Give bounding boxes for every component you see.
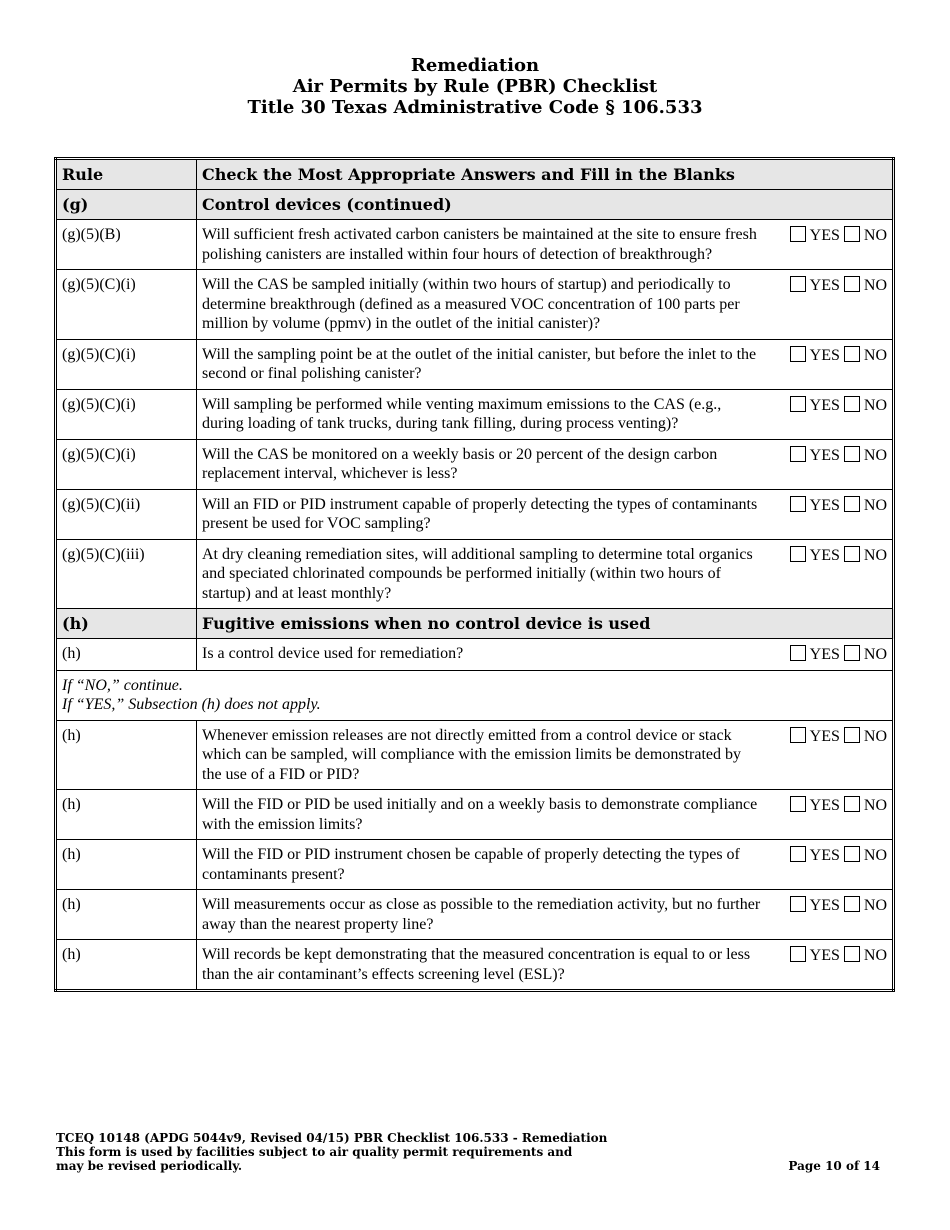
table-row [56,840,894,890]
document-title [0,55,950,118]
yes-checkbox[interactable] [790,446,806,462]
question-text: Is a control device used for remediation? [202,645,464,662]
no-checkbox[interactable] [844,946,860,962]
yes-label: YES [809,947,840,964]
table-row [56,639,894,671]
question-text: Will sufficient fresh activated carbon canisters be maintained at the site to ensure fresh polishing canisters are installed within four hours of detection of breakthrough? [202,226,757,263]
section-rule: (g) [56,190,197,220]
no-label: NO [863,396,887,414]
no-label: NO [863,446,887,464]
yes-no-group [790,445,887,484]
no-checkbox[interactable] [844,226,860,242]
section-header-g [56,190,894,220]
question-text: Will the FID or PID instrument chosen be capable of properly detecting the types of contaminants present? [202,846,740,883]
yes-no-group [790,345,887,384]
rule-cell: (h) [56,790,197,840]
yes-no-group [790,726,887,785]
no-checkbox[interactable] [844,276,860,292]
footer-line-1: TCEQ 10148 (APDG 5044v9, Revised 04/15) PBR Checklist 106.533 - Remediation [56,1131,608,1145]
question-cell [197,439,894,489]
question-cell [197,489,894,539]
rule-cell: (g)(5)(C)(i) [56,389,197,439]
yes-label: YES [809,727,840,745]
question-text: Will sampling be performed while venting maximum emissions to the CAS (e.g., during loading of tank trucks, during tank filling, during process venting)? [202,395,722,432]
yes-checkbox[interactable] [790,946,806,962]
instruction-note [56,670,894,720]
yes-no-group [790,225,887,264]
rule-cell: (g)(5)(C)(ii) [56,489,197,539]
yes-checkbox[interactable] [790,645,806,661]
question-cell [197,639,894,671]
yes-no-group [790,545,887,604]
yes-no-group [790,275,887,334]
yes-label: YES [809,496,840,514]
rule-cell: (g)(5)(C)(i) [56,439,197,489]
question-text: Whenever emission releases are not directly emitted from a control device or stack which can be sampled, will compliance with the emission limits be demonstrated by the use of a FID or PID? [202,726,741,783]
question-text: Will the CAS be monitored on a weekly basis or 20 percent of the design carbon replacement interval, whichever is less? [202,445,718,482]
yes-no-group [790,845,887,884]
table-row [56,439,894,489]
table-row [56,220,894,270]
section-title: Control devices (continued) [197,190,894,220]
rule-cell: (h) [56,940,197,991]
rule-cell: (h) [56,890,197,940]
rule-cell: (g)(5)(C)(i) [56,270,197,340]
no-checkbox[interactable] [844,446,860,462]
question-text: Will records be kept demonstrating that the measured concentration is equal to or less than the air contaminant’s effects screening level (ESL)? [202,946,751,983]
yes-checkbox[interactable] [790,346,806,362]
yes-label: YES [809,277,840,294]
question-cell [197,270,894,340]
no-label: NO [863,546,887,564]
yes-label: YES [809,227,840,244]
rule-cell: (h) [56,720,197,790]
table-row [56,890,894,940]
yes-no-group [790,895,887,934]
rule-cell: (h) [56,639,197,671]
question-cell [197,720,894,790]
yes-no-group [790,495,887,534]
yes-label: YES [809,847,840,864]
no-checkbox[interactable] [844,546,860,562]
table-header-row [56,159,894,190]
yes-label: YES [809,346,840,364]
yes-checkbox[interactable] [790,846,806,862]
yes-no-group [790,644,887,665]
yes-label: YES [809,797,840,814]
yes-checkbox[interactable] [790,396,806,412]
no-checkbox[interactable] [844,796,860,812]
question-cell [197,539,894,609]
rule-cell: (h) [56,840,197,890]
yes-checkbox[interactable] [790,276,806,292]
no-checkbox[interactable] [844,346,860,362]
question-text: Will an FID or PID instrument capable of properly detecting the types of contaminants present be used for VOC sampling? [202,495,758,532]
yes-checkbox[interactable] [790,496,806,512]
no-checkbox[interactable] [844,846,860,862]
question-cell [197,339,894,389]
question-text: Will the FID or PID be used initially and on a weekly basis to demonstrate compliance with the emission limits? [202,796,758,833]
question-cell [197,389,894,439]
question-cell [197,790,894,840]
no-checkbox[interactable] [844,496,860,512]
table-row [56,270,894,340]
no-label: NO [863,646,887,663]
yes-label: YES [809,897,840,914]
note-line-2: If “YES,” Subsection (h) does not apply. [62,696,321,713]
instruction-row [56,670,894,720]
checklist-table [54,157,895,992]
table-row [56,790,894,840]
question-cell [197,940,894,991]
no-checkbox[interactable] [844,727,860,743]
page-number: Page 10 of 14 [788,1159,880,1173]
rule-cell: (g)(5)(C)(i) [56,339,197,389]
title-line-3: Title 30 Texas Administrative Code § 106.533 [247,97,703,118]
no-checkbox[interactable] [844,896,860,912]
table-row [56,489,894,539]
table-row [56,539,894,609]
no-checkbox[interactable] [844,645,860,661]
footer-line-3: may be revised periodically. [56,1159,243,1173]
no-label: NO [863,227,887,244]
yes-no-group [790,795,887,834]
yes-label: YES [809,396,840,414]
title-line-2: Air Permits by Rule (PBR) Checklist [292,76,658,97]
table-row [56,339,894,389]
question-text: Will the CAS be sampled initially (within two hours of startup) and periodically to determine breakthrough (defined as a measured VOC concentration of 100 parts per million by volume (ppmv) in the outlet of the initial canister)? [202,276,740,332]
no-label: NO [863,727,887,745]
no-label: NO [863,847,887,864]
question-text: Will the sampling point be at the outlet of the initial canister, but before the inlet to the second or final polishing canister? [202,345,757,382]
no-label: NO [863,346,887,364]
yes-checkbox[interactable] [790,896,806,912]
section-header-h [56,609,894,639]
yes-checkbox[interactable] [790,796,806,812]
footer-form-info [56,1131,607,1173]
no-label: NO [863,897,887,914]
note-line-1: If “NO,” continue. [62,676,183,694]
question-text: Will measurements occur as close as possible to the remediation activity, but no further away than the nearest property line? [202,896,761,933]
rule-cell: (g)(5)(B) [56,220,197,270]
question-text: At dry cleaning remediation sites, will additional sampling to determine total organics and speciated chlorinated compounds be performed initially (within two hours of startup) and at least monthly? [202,545,753,602]
yes-no-group [790,395,887,434]
yes-checkbox[interactable] [790,226,806,242]
yes-label: YES [809,546,840,564]
no-label: NO [863,947,887,964]
title-line-1: Remediation [410,55,540,76]
table-row [56,940,894,991]
no-label: NO [863,496,887,514]
table-row [56,720,894,790]
yes-no-group [790,945,887,984]
section-title: Fugitive emissions when no control device is used [197,609,894,639]
footer-line-2: This form is used by facilities subject to air quality permit requirements and [56,1145,573,1159]
yes-checkbox[interactable] [790,727,806,743]
check-column-header: Check the Most Appropriate Answers and Fill in the Blanks [197,159,894,190]
question-cell [197,890,894,940]
yes-checkbox[interactable] [790,546,806,562]
no-checkbox[interactable] [844,396,860,412]
yes-label: YES [809,446,840,464]
question-cell [197,840,894,890]
rule-column-header: Rule [56,159,197,190]
question-cell [197,220,894,270]
table-row [56,389,894,439]
no-label: NO [863,797,887,814]
no-label: NO [863,277,887,294]
rule-cell: (g)(5)(C)(iii) [56,539,197,609]
section-rule: (h) [56,609,197,639]
yes-label: YES [809,646,840,663]
